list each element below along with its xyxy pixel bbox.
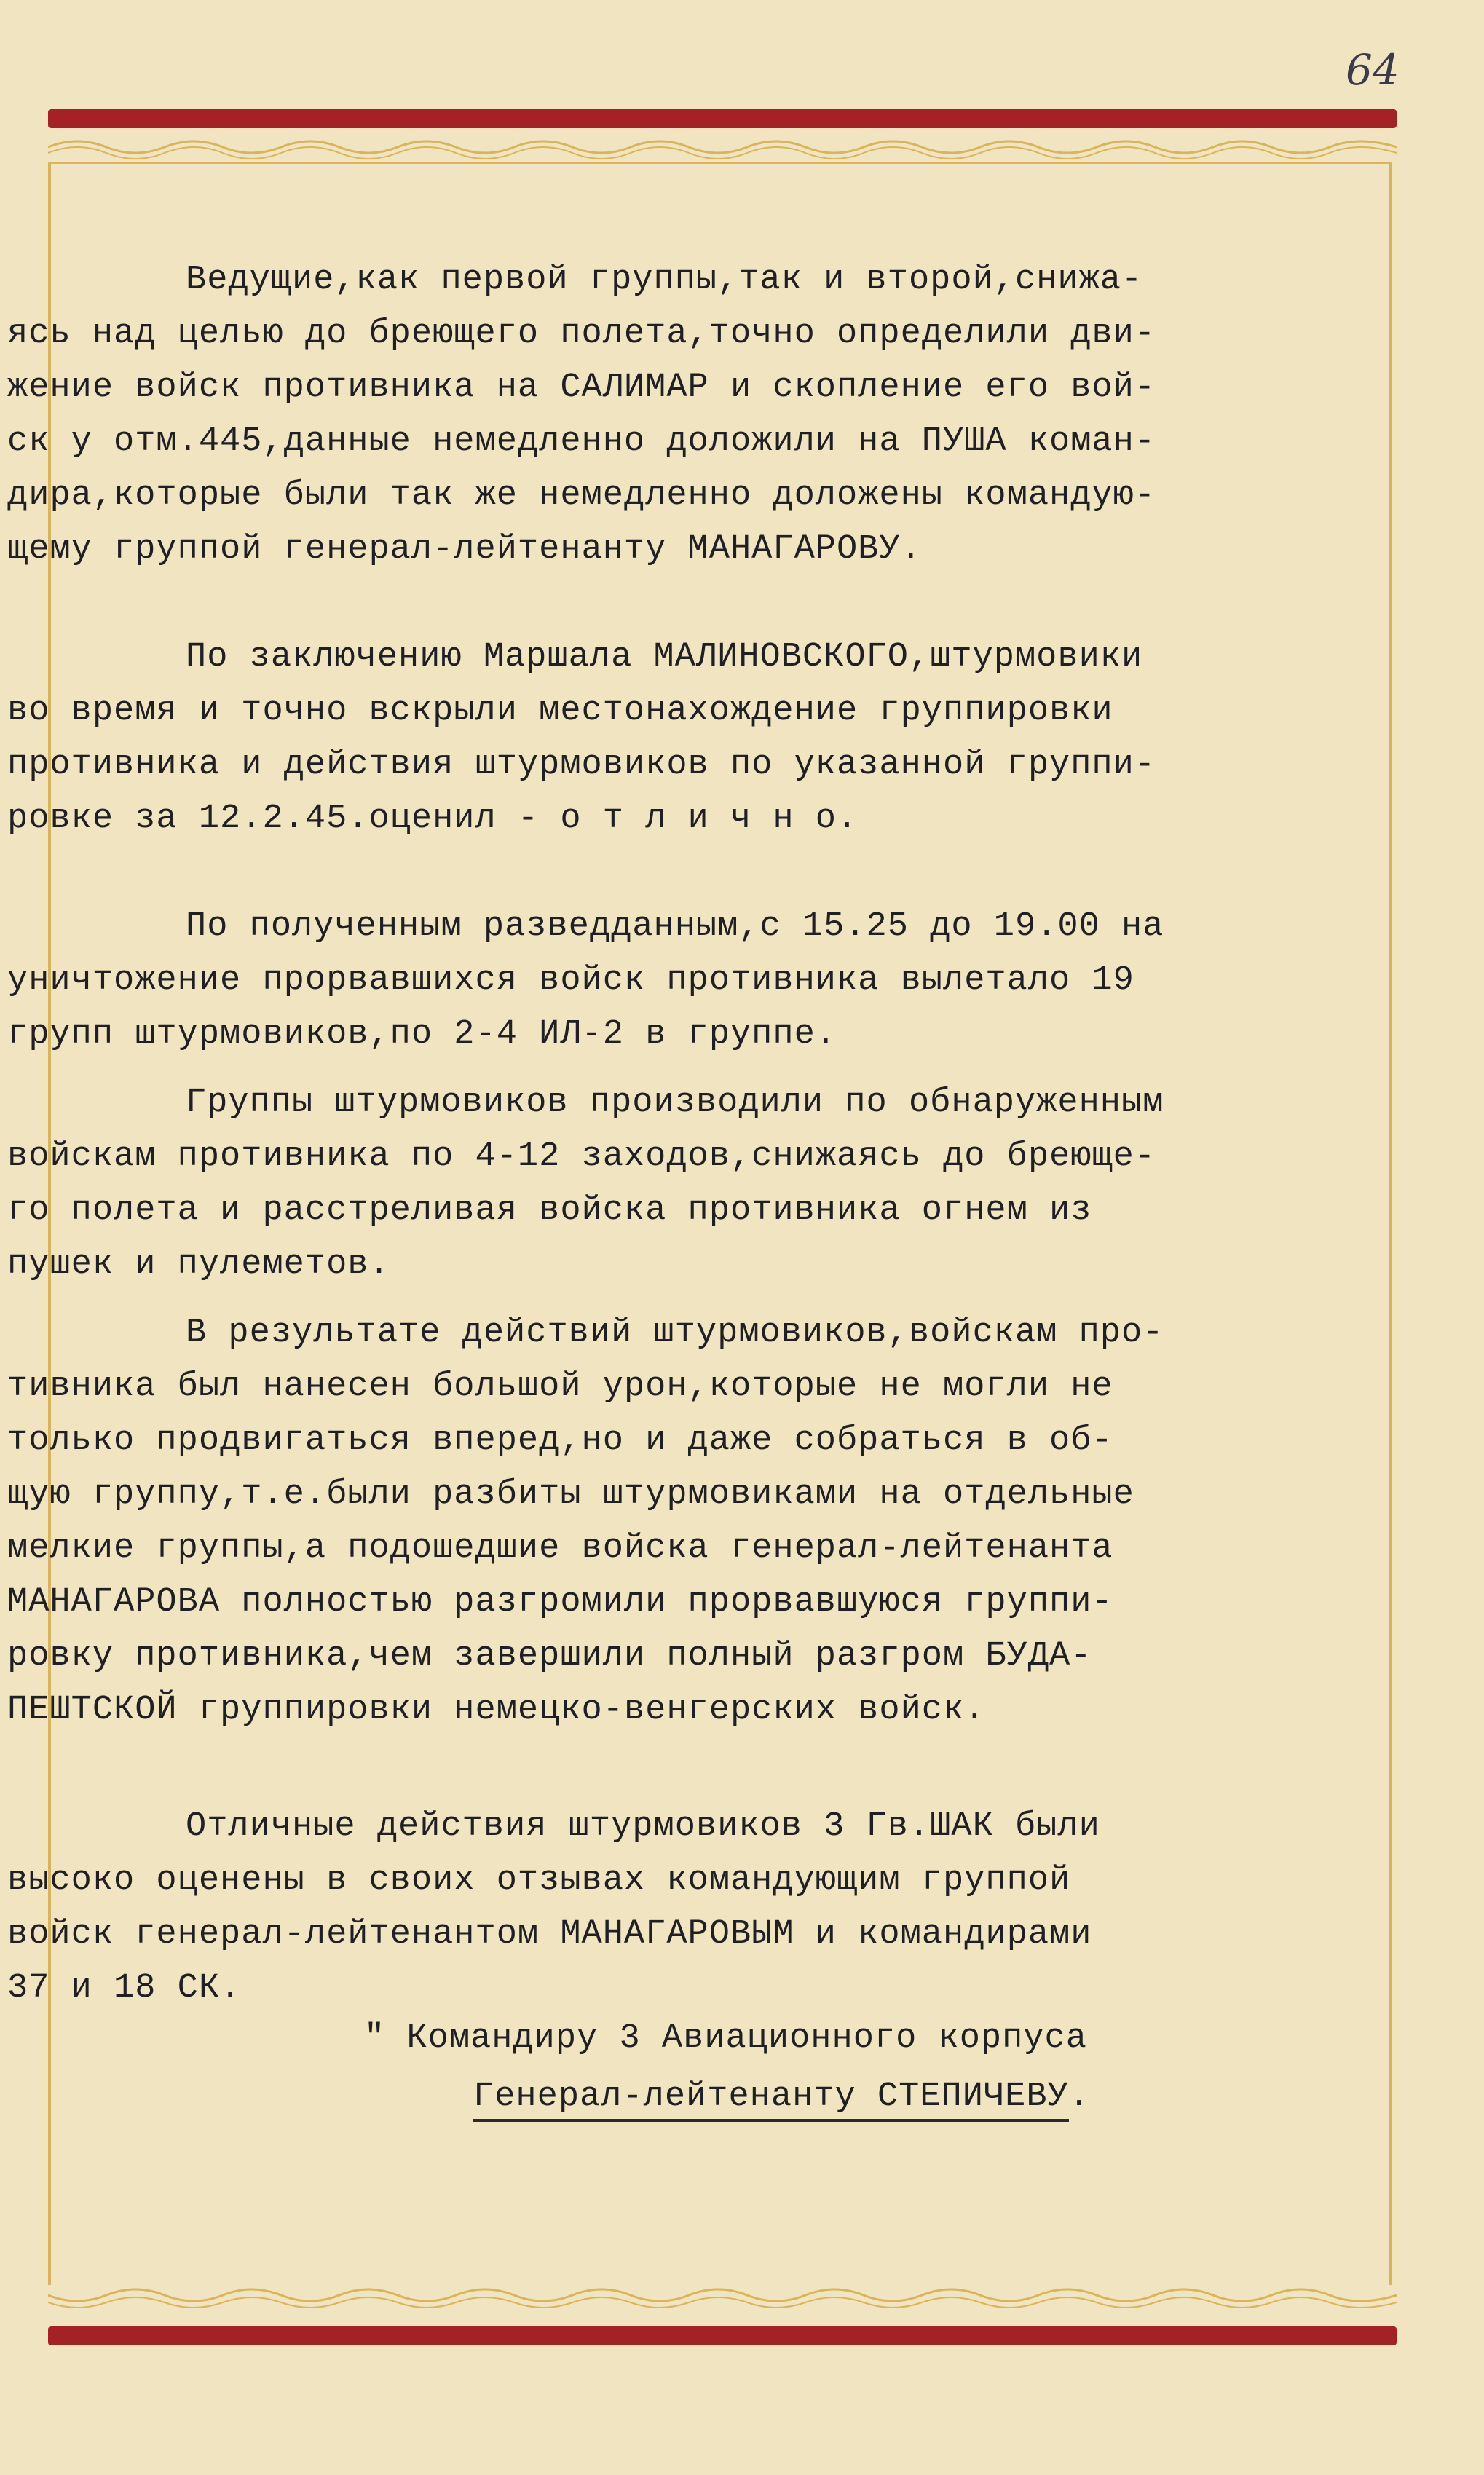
text-line: МАНАГАРОВА полностью разгромили прорвавшуюся группи- [7,1583,1113,1622]
bottom-red-rule [48,2326,1397,2345]
text-line: во время и точно вскрыли местонахождение группировки [7,692,1113,730]
top-ornament-border [48,133,1397,162]
text-line: войскам противника по 4-12 заходов,снижаясь до бреюще- [7,1137,1156,1176]
text-line: ясь над целью до бреющего полета,точно определили дви- [7,315,1156,353]
addressee-name: Генерал-лейтенанту СТЕПИЧЕВУ [473,2077,1069,2122]
text-line: дира,которые были так же немедленно доложены командую- [7,476,1156,515]
text-line: тивника был нанесен большой урон,которые не могли не [7,1367,1113,1406]
text-line: высоко оценены в своих отзывах командующим группой [7,1861,1071,1900]
text-line: уничтожение прорвавшихся войск противника вылетало 19 [7,961,1134,1000]
text-line: мелкие группы,а подошедшие войска генерал-лейтенанта [7,1529,1113,1568]
text-line: В результате действий штурмовиков,войскам про- [186,1314,1164,1352]
text-line: ПЕШТСКОЙ группировки немецко-венгерских войск. [7,1691,986,1729]
bottom-ornament-border [48,2285,1397,2314]
paragraph-3 [7,900,1380,1062]
top-red-rule [48,109,1397,128]
text-line: го полета и расстреливая войска противника огнем из [7,1191,1092,1230]
text-line: жение войск противника на САЛИМАР и скопление его вой- [7,368,1156,407]
text-line: Группы штурмовиков производили по обнаруженным [186,1083,1164,1122]
text-line: Ведущие,как первой группы,так и второй,снижа- [186,261,1143,299]
page-number: 64 [1346,45,1400,95]
address-line-2 [473,2077,1090,2116]
text-line: щую группу,т.е.были разбиты штурмовиками на отдельные [7,1475,1134,1514]
text-line: противника и действия штурмовиков по указанной группи- [7,746,1156,784]
text-line: щему группой генерал-лейтенанту МАНАГАРОВУ. [7,530,922,569]
text-line: По полученным разведданным,с 15.25 до 19.00 на [186,907,1164,946]
text-line: пушек и пулеметов. [7,1245,390,1284]
paragraph-4 [7,1076,1380,1292]
paragraph-6 [7,1800,1380,2016]
text-line: 37 и 18 СК. [7,1969,242,2008]
text-line: групп штурмовиков,по 2-4 ИЛ-2 в группе. [7,1015,837,1054]
text-line: ск у отм.445,данные немедленно доложили на ПУША коман- [7,422,1156,461]
addressee-period: . [1068,2077,1090,2116]
address-line-1: " Командиру 3 Авиационного корпуса [364,2019,1087,2058]
text-line: ровку противника,чем завершили полный разгром БУДА- [7,1637,1092,1675]
text-line: По заключению Маршала МАЛИНОВСКОГО,штурмовики [186,638,1143,676]
text-line: только продвигаться вперед,но и даже собраться в об- [7,1421,1113,1460]
text-line: Отличные действия штурмовиков 3 Гв.ШАК были [186,1807,1100,1846]
document-body [7,253,1380,2016]
text-line: ровке за 12.2.45.оценил - о т л и ч н о. [7,800,859,838]
paragraph-2 [7,631,1380,846]
paragraph-1 [7,253,1380,577]
paragraph-5 [7,1306,1380,1737]
text-line: войск генерал-лейтенантом МАНАГАРОВЫМ и командирами [7,1915,1092,1954]
